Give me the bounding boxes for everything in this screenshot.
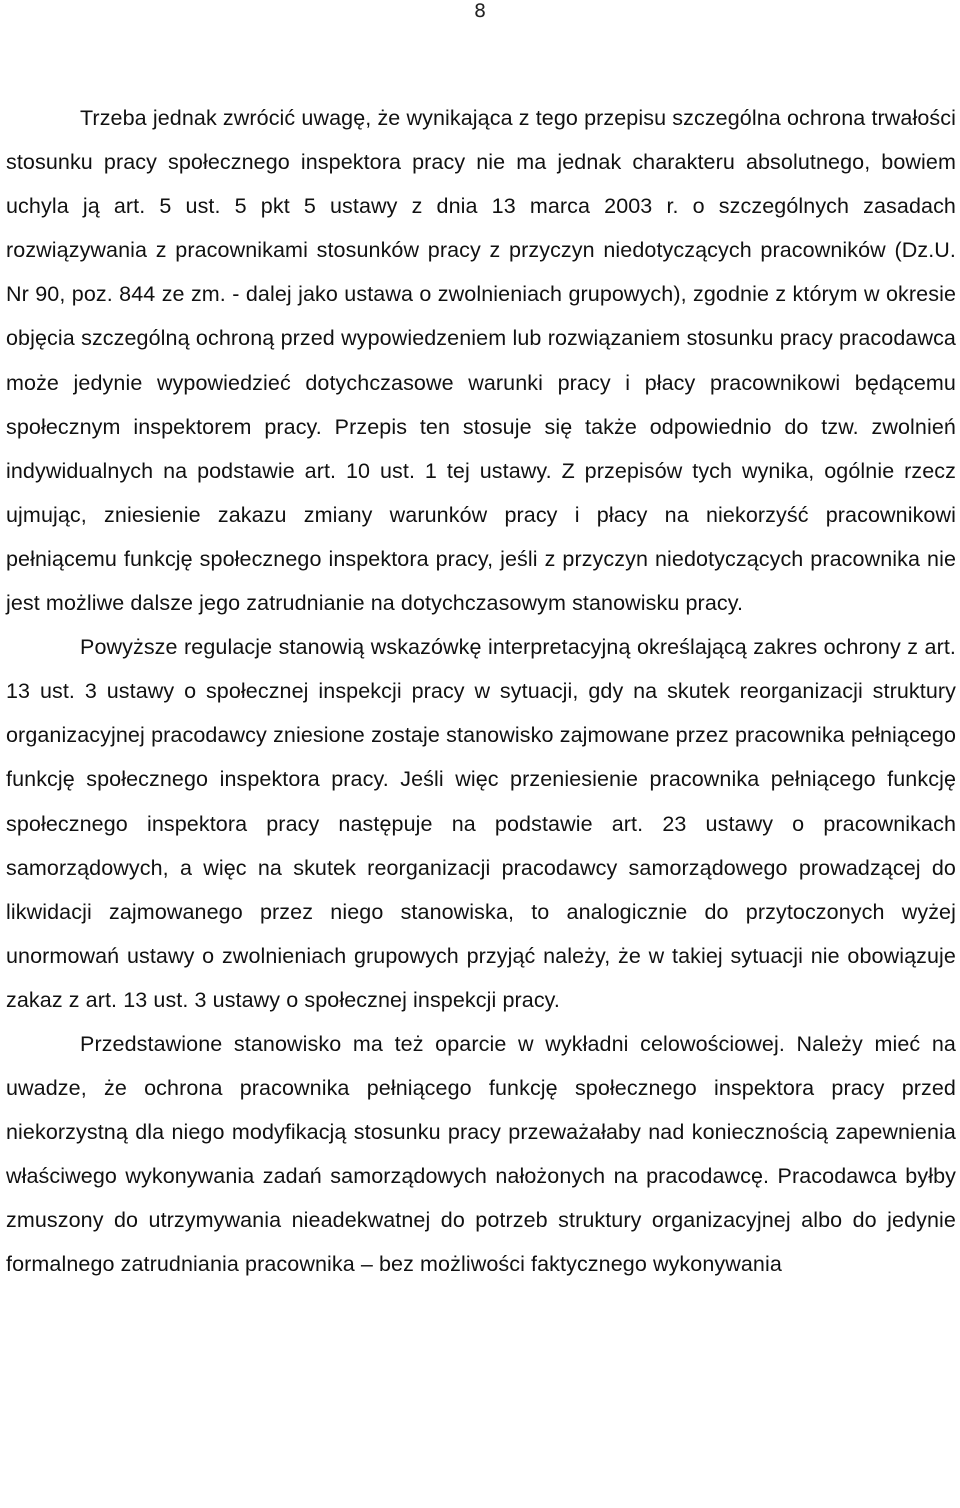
- body-text: [6, 96, 956, 1287]
- page-number: 8: [473, 0, 487, 22]
- paragraph-1: Trzeba jednak zwrócić uwagę, że wynikająca z tego przepisu szczególna ochrona trwałości stosunku pracy społecznego inspektora pracy nie ma jednak charakteru absolutnego, bowiem uchyla ją art. 5 ust. 5 pkt 5 ustawy z dnia 13 marca 2003 r. o szczególnych zasadach rozwiązywania z pracownikami stosunków pracy z przyczyn niedotyczących pracowników (Dz.U. Nr 90, poz. 844 ze zm. - dalej jako ustawa o zwolnieniach grupowych), zgodnie z którym w okresie objęcia szczególną ochroną przed wypowiedzeniem lub rozwiązaniem stosunku pracy pracodawca może jedynie wypowiedzieć dotychczasowe warunki pracy i płacy pracownikowi będącemu społecznym inspektorem pracy. Przepis ten stosuje się także odpowiednio do tzw. zwolnień indywidualnych na podstawie art. 10 ust. 1 tej ustawy. Z przepisów tych wynika, ogólnie rzecz ujmując, zniesienie zakazu zmiany warunków pracy i płacy na niekorzyść pracownikowi pełniącemu funkcję społecznego inspektora pracy, jeśli z przyczyn niedotyczących pracownika nie jest możliwe dalsze jego zatrudnianie na dotychczasowym stanowisku pracy.: [6, 106, 956, 616]
- paragraph-2: Powyższe regulacje stanowią wskazówkę interpretacyjną określającą zakres ochrony z art. 13 ust. 3 ustawy o społecznej inspekcji pracy w sytuacji, gdy na skutek reorganizacji struktury organizacyjnej pracodawcy zniesione zostaje stanowisko zajmowane przez pracownika pełniącego funkcję społecznego inspektora pracy. Jeśli więc przeniesienie pracownika pełniącego funkcję społecznego inspektora pracy następuje na podstawie art. 23 ustawy o pracownikach samorządowych, a więc na skutek reorganizacji pracodawcy samorządowego prowadzącej do likwidacji zajmowanego przez niego stanowiska, to analogicznie do przytoczonych wyżej unormowań ustawy o zwolnieniach grupowych przyjąć należy, że w takiej sytuacji nie obowiązuje zakaz z art. 13 ust. 3 ustawy o społecznej inspekcji pracy.: [6, 635, 956, 1012]
- paragraph-3: Przedstawione stanowisko ma też oparcie w wykładni celowościowej. Należy mieć na uwadze, że ochrona pracownika pełniącego funkcję społecznego inspektora pracy przed niekorzystną dla niego modyfikacją stosunku pracy przeważałaby nad koniecznością zapewnienia właściwego wykonywania zadań samorządowych nałożonych na pracodawcę. Pracodawca byłby zmuszony do utrzymywania nieadekwatnej do potrzeb struktury organizacyjnej albo do jedynie formalnego zatrudniania pracownika – bez możliwości faktycznego wykonywania: [6, 1031, 956, 1277]
